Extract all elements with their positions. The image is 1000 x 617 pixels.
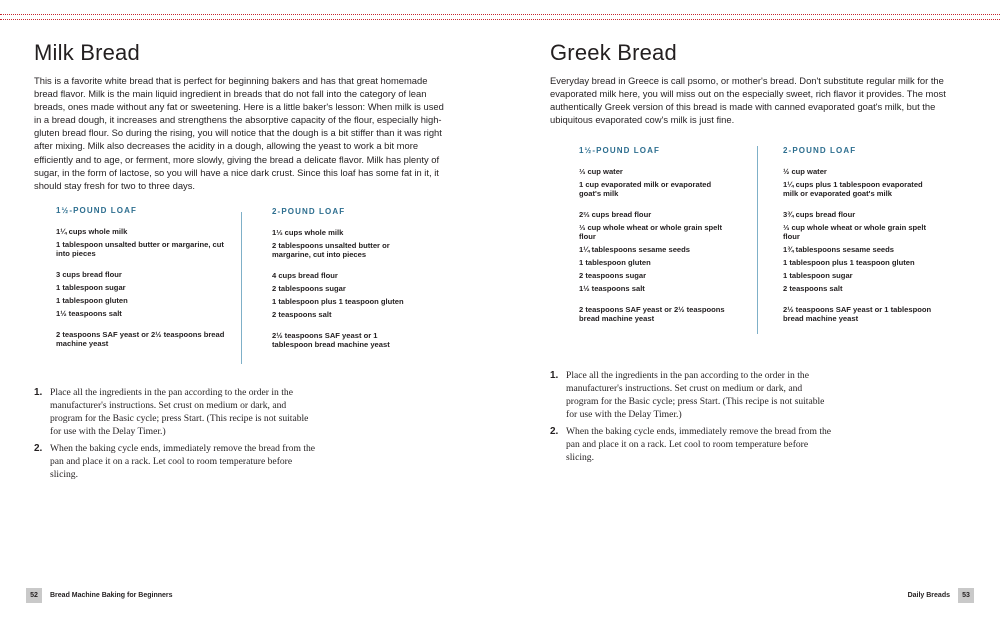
ingredients-2-pound: [783, 146, 933, 327]
ingredient: 1½ teaspoons salt: [56, 309, 122, 318]
ingredient: 2⅔ cups bread flour: [579, 210, 652, 219]
ingredient: 1¾ tablespoons sesame seeds: [783, 245, 895, 254]
loaf-size-heading: 1½-POUND LOAF: [56, 206, 137, 215]
ingredient: ⅓ cup whole wheat or whole grain spelt flour: [579, 223, 723, 241]
ingredient: 1 tablespoon sugar: [783, 271, 853, 280]
ingredient: 2 teaspoons SAF yeast or 2½ teaspoons bread machine yeast: [56, 330, 225, 348]
ingredient: 2 teaspoons sugar: [579, 271, 647, 280]
ingredient: ½ cup water: [783, 167, 827, 176]
left-page: [34, 0, 454, 617]
loaf-size-heading: 2-POUND LOAF: [272, 207, 346, 216]
ingredient: 1¼ cups whole milk: [56, 227, 128, 236]
running-title: Bread Machine Baking for Beginners: [50, 592, 173, 599]
ingredient: 1 cup evaporated milk or evaporated goat's milk: [579, 180, 712, 198]
ingredient: 2½ teaspoons SAF yeast or 1 tablespoon bread machine yeast: [272, 331, 390, 349]
ingredient: 1½ teaspoons salt: [579, 284, 645, 293]
right-page: [550, 0, 960, 617]
page-number: 53: [958, 588, 974, 603]
step-number: 2.: [34, 443, 43, 454]
ingredient: 1¼ cups plus 1 tablespoon evaporated milk or evaporated goat's milk: [783, 180, 923, 198]
ingredient: 1 tablespoon sugar: [56, 283, 126, 292]
method-steps: [34, 386, 319, 485]
left-footer: [26, 588, 173, 603]
loaf-size-heading: 2-POUND LOAF: [783, 146, 857, 155]
recipe-intro: Everyday bread in Greece is call psomo, or mother's bread. Don't substitute regular milk for the evaporated milk here, you will miss out on the especially sweet, rich flavor it provides. The most authentically Greek version of this bread is made with canned evaporated goat's milk, but the ubiquitous evaporated cow's milk is just fine.: [550, 75, 946, 126]
running-title: Daily Breads: [907, 592, 950, 599]
step-number: 1.: [34, 387, 43, 398]
ingredient: 2 tablespoons unsalted butter or margarine, cut into pieces: [272, 241, 390, 259]
right-footer: [908, 588, 974, 603]
ingredient: 1 tablespoon gluten: [579, 258, 651, 267]
ingredient: 3¾ cups bread flour: [783, 210, 856, 219]
page-number: 52: [26, 588, 42, 603]
step-text: Place all the ingredients in the pan according to the order in the manufacturer's instructions. Set crust on medium or dark, and program for the Basic cycle; press Start. (This recipe is not suitable for use with the Delay Timer.): [50, 387, 309, 437]
recipe-intro: This is a favorite white bread that is perfect for beginning bakers and has that great homemade bread flavor. Milk is the main liquid ingredient in breads that do not fall into the category of lean breads, ones made without any fat or sweetening. Here is a little baker's lesson: When milk is used in a bread dough, it increases and strengthens the absorptive capacity of the flour, especially high-gluten bread flour. So during the rising, you will notice that the dough is a bit stiffer than it was right after mixing. Milk also decreases the acidity in a dough, allowing the yeast to work a bit more efficiently and to age, or ferment, more slowly, giving the bread a delicate flavor. Milk has plenty of sugar, in the form of lactose, so you will have a nice dark crust. Since this loaf has some fat in it, it should stay fresh for two to three days.: [34, 75, 444, 191]
step-text: When the baking cycle ends, immediately remove the bread from the pan and place it on a rack. Let cool to room temperature before slicing.: [50, 443, 316, 480]
column-divider: [241, 212, 242, 364]
column-divider: [757, 146, 758, 334]
ingredient: 2½ teaspoons SAF yeast or 1 tablespoon bread machine yeast: [783, 305, 932, 323]
ingredient: 2 teaspoons SAF yeast or 2½ teaspoons bread machine yeast: [579, 305, 725, 323]
method-step: [550, 369, 835, 421]
ingredient: 2 tablespoons sugar: [272, 284, 346, 293]
method-step: [34, 442, 319, 481]
method-step: [550, 425, 835, 464]
ingredient: 1 tablespoon plus 1 teaspoon gluten: [783, 258, 915, 267]
step-text: Place all the ingredients in the pan according to the order in the manufacturer's instructions. Set crust on medium or dark, and program for the Basic cycle; press Start. (This recipe is not suitable for use with the Delay Timer.): [566, 370, 825, 420]
ingredient: 2 teaspoons salt: [272, 310, 332, 319]
ingredient: 4 cups bread flour: [272, 271, 338, 280]
method-step: [34, 386, 319, 438]
step-number: 1.: [550, 370, 559, 381]
ingredient: 1 tablespoon unsalted butter or margarine, cut into pieces: [56, 240, 224, 258]
recipe-title: Milk Bread: [34, 40, 140, 65]
ingredient: ⅓ cup water: [579, 167, 623, 176]
loaf-size-heading: 1½-POUND LOAF: [579, 146, 660, 155]
ingredient: 2 teaspoons salt: [783, 284, 843, 293]
ingredient: 1⅓ cups whole milk: [272, 228, 344, 237]
ingredient: 3 cups bread flour: [56, 270, 122, 279]
ingredient: ⅓ cup whole wheat or whole grain spelt flour: [783, 223, 927, 241]
method-steps: [550, 369, 835, 468]
ingredients-2-pound: [272, 207, 412, 353]
ingredient: 1 tablespoon plus 1 teaspoon gluten: [272, 297, 404, 306]
recipe-title: Greek Bread: [550, 40, 677, 65]
ingredients-1-5-pound: [579, 146, 729, 327]
ingredient: 1 tablespoon gluten: [56, 296, 128, 305]
step-number: 2.: [550, 426, 559, 437]
ingredient: 1¼ tablespoons sesame seeds: [579, 245, 691, 254]
step-text: When the baking cycle ends, immediately remove the bread from the pan and place it on a rack. Let cool to room temperature before slicing.: [566, 426, 832, 463]
ingredients-1-5-pound: [56, 206, 236, 352]
